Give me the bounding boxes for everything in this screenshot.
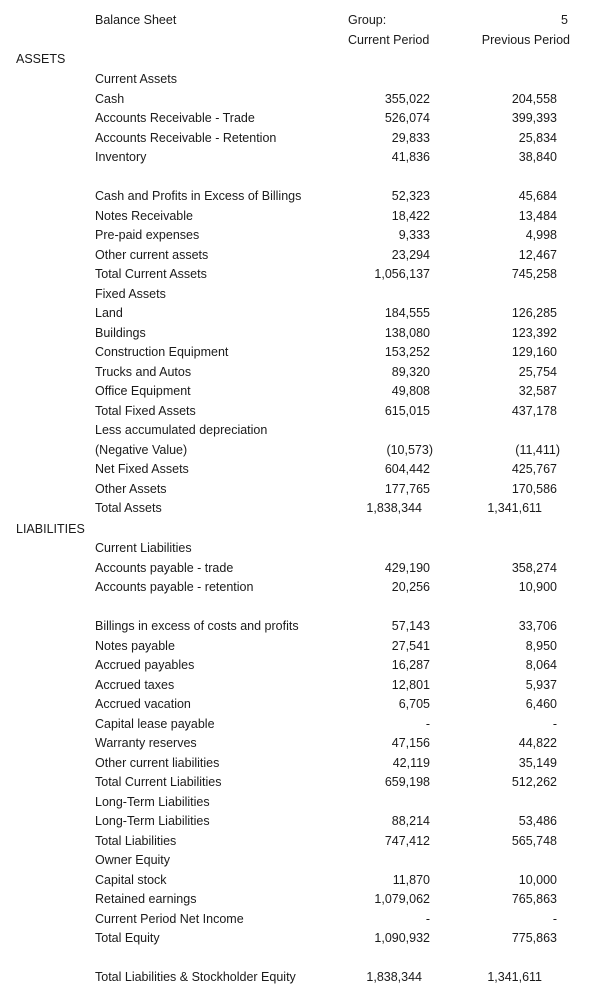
table-row (0, 343, 608, 362)
table-row (0, 929, 608, 948)
current-period-value: (10,573) (386, 442, 433, 457)
current-period-value: 604,442 (384, 462, 430, 476)
col-previous-period: Previous Period (481, 33, 570, 47)
table-row (0, 441, 608, 460)
table-row (0, 382, 608, 401)
table-row (0, 480, 608, 499)
previous-period-value: 25,754 (518, 364, 557, 379)
previous-period-value: 38,840 (518, 150, 557, 164)
current-period-value: 184,555 (384, 306, 430, 320)
row-label: Pre-paid expenses (95, 228, 200, 242)
current-period-value: 6,705 (398, 697, 430, 711)
row-label: Total Fixed Assets (95, 403, 196, 418)
row-label: Accounts Receivable - Trade (95, 111, 255, 125)
table-row (0, 363, 608, 382)
row-label: Long-Term Liabilities (95, 794, 210, 809)
row-label: Accrued payables (95, 658, 195, 672)
previous-period-value: 170,586 (511, 481, 557, 496)
table-row (0, 207, 608, 226)
current-period-value: 1,090,932 (374, 931, 430, 945)
row-label: Current Period Net Income (95, 911, 244, 926)
row-label: Total Assets (95, 501, 162, 515)
table-row (0, 499, 608, 518)
row-label: Accrued taxes (95, 677, 175, 692)
table-row (0, 539, 608, 558)
row-label: Trucks and Autos (95, 364, 192, 379)
table-row (0, 559, 608, 578)
row-label: Land (95, 306, 123, 320)
row-label: Construction Equipment (95, 345, 229, 359)
row-label: Fixed Assets (95, 286, 166, 301)
previous-period-value: 44,822 (518, 736, 557, 750)
row-label: Total Equity (95, 931, 160, 945)
section-assets (0, 50, 608, 69)
current-period-value: - (425, 716, 430, 731)
row-label: Billings in excess of costs and profits (95, 619, 299, 633)
current-period-value: 27,541 (391, 638, 430, 653)
previous-period-value: 13,484 (518, 208, 557, 223)
current-period-value: 47,156 (391, 736, 430, 750)
previous-period-value: 45,684 (518, 189, 557, 203)
section-heading: LIABILITIES (16, 522, 85, 536)
current-period-value: - (425, 911, 430, 926)
row-label: Cash and Profits in Excess of Billings (95, 189, 302, 203)
table-row (0, 715, 608, 734)
group-value: 5 (561, 13, 568, 27)
current-period-value: 526,074 (384, 111, 430, 125)
previous-period-value: 5,937 (525, 677, 557, 692)
current-period-value: 57,143 (391, 619, 430, 633)
previous-period-value: 1,341,611 (487, 970, 542, 984)
table-row (0, 226, 608, 245)
previous-period-value: 126,285 (511, 306, 557, 320)
row-label: Net Fixed Assets (95, 462, 189, 476)
row-label: Other current assets (95, 247, 209, 262)
table-row (0, 187, 608, 206)
row-label: Other Assets (95, 481, 167, 496)
previous-period-value: 32,587 (518, 384, 557, 398)
previous-period-value: 437,178 (511, 403, 557, 418)
previous-period-value: 765,863 (511, 892, 557, 906)
table-row (0, 324, 608, 343)
current-period-value: 18,422 (391, 208, 430, 223)
group-label: Group: (348, 13, 387, 27)
table-row (0, 695, 608, 714)
table-row (0, 304, 608, 323)
row-label: Office Equipment (95, 384, 191, 398)
previous-period-value: 53,486 (518, 814, 557, 828)
row-label: Owner Equity (95, 853, 171, 867)
previous-period-value: 12,467 (518, 247, 557, 262)
previous-period-value: 1,341,611 (487, 501, 542, 515)
table-row (0, 812, 608, 831)
section-heading: ASSETS (16, 52, 66, 66)
current-period-value: 16,287 (391, 658, 430, 672)
current-period-value: 429,190 (384, 560, 430, 575)
table-row (0, 773, 608, 792)
row-label: Accounts Receivable - Retention (95, 130, 277, 145)
row-label: Cash (95, 91, 125, 106)
previous-period-value: 33,706 (518, 619, 557, 633)
table-row (0, 832, 608, 851)
current-period-value: 177,765 (384, 481, 430, 496)
previous-period-value: - (552, 716, 557, 731)
current-period-value: 1,056,137 (374, 267, 430, 281)
table-row (0, 70, 608, 89)
current-period-value: 138,080 (384, 325, 430, 340)
row-label: Current Liabilities (95, 541, 192, 555)
current-period-value: 49,808 (391, 384, 430, 398)
table-row (0, 90, 608, 109)
previous-period-value: 399,393 (511, 111, 557, 125)
table-row (0, 109, 608, 128)
current-period-value: 23,294 (391, 247, 430, 262)
previous-period-value: (11,411) (515, 442, 560, 457)
row-label: Less accumulated depreciation (95, 423, 268, 437)
current-period-value: 52,323 (391, 189, 430, 203)
row-label: Total Liabilities (95, 833, 177, 848)
previous-period-value: 8,950 (525, 638, 557, 653)
row-label: Notes Receivable (95, 208, 193, 223)
current-period-value: 9,333 (398, 228, 430, 242)
previous-period-value: 775,863 (511, 931, 557, 945)
previous-period-value: 123,392 (511, 325, 557, 340)
current-period-value: 41,836 (391, 150, 430, 164)
row-label: Total Current Assets (95, 267, 207, 281)
row-label: Capital lease payable (95, 716, 215, 731)
previous-period-value: 25,834 (518, 130, 557, 145)
table-row (0, 129, 608, 148)
current-period-value: 153,252 (384, 345, 430, 359)
table-row (0, 793, 608, 812)
col-current-period: Current Period (348, 33, 430, 47)
current-period-value: 11,870 (392, 872, 430, 887)
table-row (0, 754, 608, 773)
current-period-value: 615,015 (384, 403, 430, 418)
current-period-value: 42,119 (392, 755, 430, 770)
table-row (0, 460, 608, 479)
row-label: Total Liabilities & Stockholder Equity (95, 970, 296, 984)
table-row (0, 617, 608, 636)
current-period-value: 1,838,344 (366, 501, 422, 515)
table-row (0, 656, 608, 675)
table-row (0, 148, 608, 167)
table-row (0, 910, 608, 929)
current-period-value: 12,801 (391, 677, 430, 692)
previous-period-value: 512,262 (511, 775, 557, 789)
row-label: Current Assets (95, 72, 177, 86)
sheet-title: Balance Sheet (95, 13, 177, 27)
previous-period-value: 745,258 (511, 267, 557, 281)
table-row (0, 676, 608, 695)
table-row (0, 285, 608, 304)
row-label: Long-Term Liabilities (95, 814, 210, 828)
table-row (0, 734, 608, 753)
previous-period-value: 10,900 (518, 580, 557, 594)
current-period-value: 747,412 (384, 833, 430, 848)
row-label: Accrued vacation (95, 697, 191, 711)
row-label: Retained earnings (95, 892, 197, 906)
current-period-value: 355,022 (384, 91, 430, 106)
current-period-value: 20,256 (391, 580, 430, 594)
table-row (0, 402, 608, 421)
previous-period-value: 565,748 (511, 833, 557, 848)
previous-period-value: 129,160 (511, 345, 557, 359)
previous-period-value: 6,460 (525, 697, 557, 711)
header-row (0, 11, 608, 30)
current-period-value: 89,320 (391, 364, 430, 379)
current-period-value: 29,833 (391, 130, 430, 145)
section-liabilities (0, 520, 608, 539)
row-label: Warranty reserves (95, 736, 197, 750)
current-period-value: 1,838,344 (366, 970, 422, 984)
current-period-value: 88,214 (391, 814, 430, 828)
table-row (0, 851, 608, 870)
table-row (0, 968, 608, 987)
previous-period-value: 204,558 (511, 91, 557, 106)
previous-period-value: 10,000 (518, 872, 557, 887)
table-row (0, 578, 608, 597)
current-period-value: 659,198 (384, 775, 430, 789)
row-label: Capital stock (95, 872, 167, 887)
table-row (0, 637, 608, 656)
row-label: Total Current Liabilities (95, 775, 222, 789)
table-row (0, 421, 608, 440)
table-row (0, 246, 608, 265)
row-label: Inventory (95, 150, 147, 164)
previous-period-value: 425,767 (511, 462, 557, 476)
table-row (0, 890, 608, 909)
row-label: Other current liabilities (95, 755, 220, 770)
table-row (0, 265, 608, 284)
previous-period-value: 358,274 (511, 560, 557, 575)
table-row (0, 871, 608, 890)
row-label: (Negative Value) (95, 442, 188, 457)
row-label: Accounts payable - retention (95, 580, 254, 594)
column-header-row (0, 31, 608, 50)
previous-period-value: 4,998 (525, 228, 557, 242)
row-label: Buildings (95, 325, 146, 340)
previous-period-value: - (552, 911, 557, 926)
row-label: Accounts payable - trade (95, 560, 234, 575)
current-period-value: 1,079,062 (374, 892, 430, 906)
previous-period-value: 8,064 (525, 658, 557, 672)
row-label: Notes payable (95, 638, 175, 653)
previous-period-value: 35,149 (518, 755, 557, 770)
